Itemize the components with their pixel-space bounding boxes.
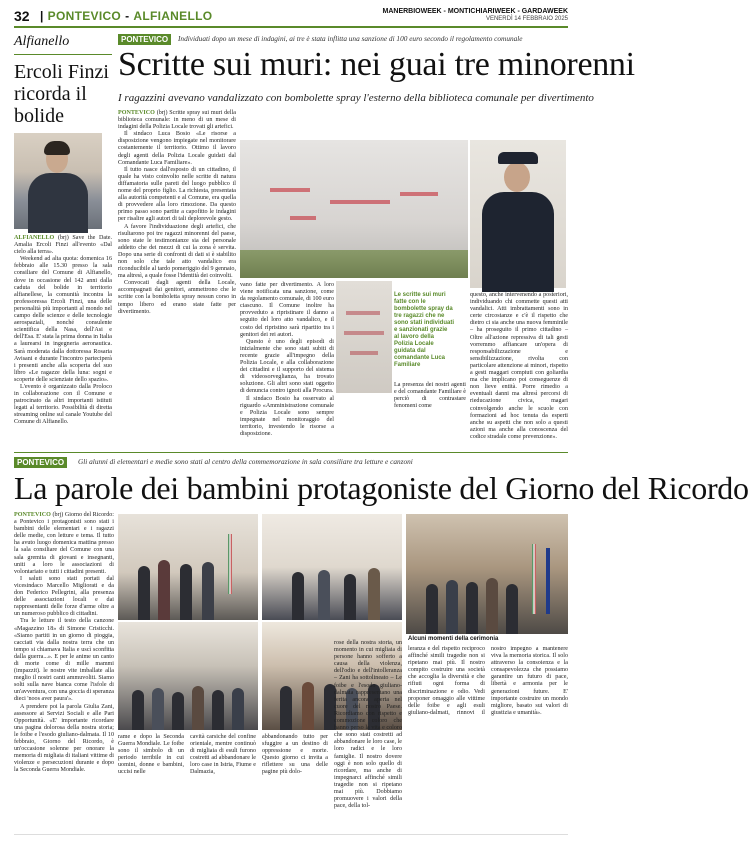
person-figure: [202, 562, 214, 620]
police-cap: [498, 152, 538, 164]
person-figure: [344, 574, 356, 620]
article-paragraph: A favore l'individuazione degli artefici, che risultarono poi tre ragazzi minorenni del paese, sono state le testimonianze sia del personale addetto che dei mezzi di cui la zona è servita. Dopo una serie di confronti di dati si è stabilito non solo che tale atto vandalico era riconducibile al tardo pomeriggio del 9 gennaio, ma altresì, a quale fosse l'identità dei coinvolti.: [118, 223, 236, 280]
article-paragraph: [118, 110, 236, 131]
page-header: [14, 8, 568, 32]
article1-column-3: [394, 382, 466, 410]
person-figure: [368, 568, 380, 620]
header-rule: [14, 26, 568, 28]
graffiti-mark: [330, 200, 390, 204]
sidebar-title: Ercoli Finzi ricorda il bolide: [14, 61, 109, 127]
article2-column-6: [408, 646, 568, 717]
person-figure: [486, 578, 498, 634]
article-paragraph: A prendere poi la parola Giulia Zani, assessore ai Servizi Sociali e alle Pari Opportunità. «E' importante ricordare una pagina dolorosa della nostra storia; le foibe e l'esodo giuliano-dalmata. Il 10 febbraio, Giorno del Ricordo, è un'occasione solenne per onorare la memoria di migliaia di italiani vittime di violenze e persecuzioni durante e dopo la Seconda Guerra Mondiale.: [14, 703, 114, 774]
graffiti-mark: [400, 192, 438, 196]
article1-headline: Scritte sui muri: nei guai tre minorenni: [118, 46, 635, 83]
article-paragraph: rose della nostra storia, un momento in cui migliaia di persone hanno sofferto a causa della violenza, dell'odio e dell'intolleranza – Zani ha sottolineato – Le foibe e l'esodo giuliano-dalmata rappresentano una ferita ancora aperta nel cuore del nostro Paese. Ricordiamo con rispetto e commozione coloro che hanno perso la vita e coloro che sono stati costretti ad abbandonare le loro case, le loro radici e le loro famiglie. Il nostro dovere oggi è non solo quello di ricordare, ma anche di impegnarci affinché simili tragedie non si ripetano mai più. Dobbiamo promuovere i valori della pace, della tol-: [334, 640, 402, 810]
graffiti-wall-photo: [240, 140, 468, 278]
ceremony-photo-2: [262, 514, 402, 620]
graffiti-mark: [270, 188, 310, 192]
issue-date: VENERDÌ 14 FEBBRAIO 2025: [485, 16, 568, 22]
article-paragraph: Il sindaco Bosio ha osservato al riguardo «Amministrazione comunale e Polizia Locale sono sempre impegnate nel monitoraggio del territorio, investendo le risorse a disposizione.: [240, 395, 334, 437]
flag: [532, 544, 536, 614]
article-paragraph: Convocati dagli agenti della Locale, accompagnati dai genitori, ammettrono che le scritte con la bomboletta spray nessun corso in tempo libero ed erano state fatte per divertimento.: [118, 280, 236, 315]
article2-column-5: [334, 640, 402, 810]
person-figure: [152, 688, 164, 730]
byline-tag: (brj): [57, 235, 69, 241]
article1-subtitle: Individuati dopo un mese di indagini, ai tre è stata inflitta una sanzione di 100 euro secondo il regolamento comunale: [178, 34, 523, 43]
paragraph-text: Scritte spray sui muri della biblioteca comunale: in meno di un mese di indagini della Polizia Locale trovati gli artefici.: [118, 110, 236, 131]
person-figure: [172, 692, 184, 730]
article1-column-1: [118, 110, 236, 316]
flag: [228, 534, 232, 594]
article2-column-3: [190, 734, 256, 777]
section-name: PONTEVICO: [47, 9, 122, 23]
ceremony-photo-1: [118, 514, 258, 620]
article1-column-4: [470, 292, 568, 441]
article-paragraph: Il tutto nasce dall'esposto di un cittadino, il quale ha visto coinvolto nelle scritte di natura diffamatoria sulle pareti del luogo pubblico il nome del proprio figlio. La richiesta, presentata alla autorità competenti e al Comune, era quella di provvedere alla loro rimozione. Da questo primo passo sono partite a capofitto le indagini per risalire agli autori di tali deplorevole gesto.: [118, 166, 236, 223]
person-figure: [158, 560, 170, 620]
byline-tag: (brj): [156, 110, 168, 116]
person-figure: [302, 682, 314, 730]
article2-column-4: [262, 734, 328, 777]
person-figure: [280, 686, 292, 730]
face: [504, 162, 530, 192]
section-separator: -: [125, 9, 130, 23]
dateline: PONTEVICO: [14, 512, 51, 518]
sidebar-article: [14, 34, 112, 427]
graffiti-mark: [346, 311, 380, 315]
article-paragraph: I saluti sono stati portati dal vicesindaco Marcello Migliorati e da don Federico Pellegrini, alla presenza delle associazioni locali e dai rappresentanti delle forze d'arme oltre a un numeroso pubblico di cittadini.: [14, 575, 114, 618]
page-bottom-rule: [14, 834, 568, 835]
photo-caption: Alcuni momenti della cerimonia: [408, 636, 499, 642]
person-figure: [292, 572, 304, 620]
article2-kicker: PONTEVICO: [14, 457, 67, 468]
article-paragraph: questo, anche intervenendo a posteriori, individuando chi commette questi atti vandalici. Atti imbrattamenti sono in certe circostanze e c'è il rispetto che dietro ci sia anche una nuova femminile – ha proseguito il primo cittadino – Oltre all'azione repressiva di tali gesti vorremmo affiancare un'opera di responsabilizzazione e sensibilizzazione, rivolta con particolare attenzione ai minori, rispetto a gesti maggari compiuti con goliardia ma che implicano poi conseguenze di non lieve entità. Porre rimedio a eventuali danni ma altresì percorsi di rieducazione civica, magari coinvolgendo anche le scuole con formazioni ad hoc tenuta da esperti anche su aspetti che non solo a questi azioni ma anche alla conoscenza del codice stradale come prevenzione».: [470, 292, 568, 440]
flag: [546, 548, 550, 614]
person-figure: [192, 686, 204, 730]
ceremony-photo-3: [406, 514, 568, 634]
sidebar-body: [14, 235, 112, 427]
section-divider: |: [40, 9, 44, 23]
article-paragraph: cavità carsiche del confine orientale, mentre continuò di migliaia di esuli furono costretti ad abbandonare le loro case in Istria, Fiume e Dalmazia,: [190, 734, 256, 776]
article-paragraph: Il sindaco Luca Bosio «Le risorse a disposizione vengono impiegate nel monitorare costantemente il territorio. Ottimo il lavoro degli agenti della Polizia Locale guidati dal Comandante Luca Familiare».: [118, 131, 236, 166]
graffiti-mark: [350, 351, 378, 355]
article-paragraph: Questo è uno degli episodi di inizialmente che sono stati subiti di recente grazie all'impegno della Polizia Locale, e alla collaborazione dei cittadini e il supporto del sistema di videosorveglianza, ha trovato soluzione. Gli altri sono stati oggetto di denuncia contro ignoti alla Procura.: [240, 338, 334, 395]
article-paragraph: rame e dopo la Seconda Guerra Mondiale. Le foibe sono il simbolo di un periodo terribile in cui uomini, donne e bambini, uccisi nelle: [118, 734, 184, 776]
person-figure: [132, 690, 144, 730]
person-figure: [446, 580, 458, 634]
dateline: ALFIANELLO: [14, 235, 55, 241]
commander-photo: [470, 140, 566, 288]
article-paragraph: La presenza dei nostri agenti e del comandante Familiare è perciò di contrastare fenomeni come: [394, 382, 466, 410]
ceremony-photo-4: [118, 622, 258, 730]
person-figure: [138, 566, 150, 620]
byline-tag: (brj): [52, 512, 64, 518]
graffiti-detail-photo: [336, 281, 392, 393]
person-figure: [506, 584, 518, 634]
article2-subtitle: Gli alunni di elementari e medie sono stati al centro della commemorazione in sala consiliare tra letture e canzoni: [78, 457, 413, 466]
article-paragraph: abbandonando tutto per sfuggire a un destino di oppressione e morte. Questo giorno ci invita a riflettere su una delle pagine più dolo-: [262, 734, 328, 776]
subsection-name: ALFIANELLO: [133, 9, 213, 23]
article-paragraph: vano fatte per divertimento. A loro viene notificata una sanzione, come da regolamento comunale, di 100 euro ciascuno. Il Comune inoltre ha provveduto a ripristinare il danno a seguito del loro atto vandalico, e il costo del ripristino sarà ripartito tra i genitori dei rei autori.: [240, 282, 334, 338]
portrait-hair: [44, 141, 70, 155]
graffiti-mark: [290, 216, 316, 220]
portrait-photo: [14, 133, 102, 229]
article2-headline: La parole dei bambini protagoniste del Giorno del Ricordo: [14, 470, 749, 506]
person-figure: [180, 564, 192, 620]
article1-kicker: PONTEVICO: [118, 34, 171, 45]
dateline: PONTEVICO: [118, 110, 155, 116]
section-label: [36, 9, 212, 23]
uniform: [482, 192, 554, 292]
sidebar-paragraph: L'evento è organizzato dalla Proloco in collaborazione con il Comune e patrocinato da altri importanti istituti legati al territorio. Possibilità di diretta streaming online sul canale Youtube del Comune di Alfianello.: [14, 383, 112, 426]
article1-column-2: [240, 282, 334, 438]
photo-caption: Le scritte sui muri fatte con le bombolette spray da tre ragazzi che ne sono stati individuati e sanzionati grazie al lavoro della Polizia Locale guidata dal comandante Luca Familiare: [394, 292, 455, 368]
person-figure: [232, 688, 244, 730]
sidebar-paragraph: Weekend ad alta quota: domenica 16 febbraio alle 15.30 presso la sala consiliare del Comune di Alfianello, dove in occasione del 142 anni dalla caduta del bolide in territorio alfianellese, la comunità incontra la professoressa Ercoli Finzi, una delle personalità più importanti al mondo nel campo delle scienze e delle tecnologie aerospaziali, nonché consulente scientifica della Nasa, dell'Asi e dell'Esa. E' stata la prima donna in Italia a laurearsi in ingegneria aeronautica. Sarà moderata dalla dottoressa Rosaria Avisani e durante l'incontro parteciperà i presenti anche alla scoperta del suo libro «Le ragazze della luna: sogni e scoperte delle scienziate dello spazio».: [14, 256, 112, 383]
article-paragraph: Tra le letture il testo della canzone «Magazzino 18» di Simone Cristicchi. «Siamo partiti in un giorno di pioggia, cacciati via dalla nostra terra che un tempo si chiamava Italia e uscì sconfitta dalla guerra...». E per le anime un canto di morte come di mille mammi (impazzit). le nostre vite imballate alla meglio il nostri canti ammuvoliti. Siamo solti sulla nave bianca come l'isfole di un'avventura, con una goccia di speranza dieci 'noos aver paura'».: [14, 618, 114, 703]
article-paragraph: leranza e del rispetto reciproco affinché simili tragedie non si ripetano mai più. Il nostro compito costruire una società che accoglia la diversità e che rifiuti ogni forma di discriminazione e odio. Vedi proponer omaggio alle vittime delle foibe e agli esuli giuliano-dalmati, rinnovi il nostro impegno a mantenere viva la memoria storica. Il solo attraverso la consoienza e la consapevolezza che possiamo garantire un futuro di pace, libertà e armonia per le generazioni future. E' importante costruire un mondo migliore, basato sui valori di giustizia e umanità».: [408, 646, 568, 716]
article2-column-2: [118, 734, 184, 777]
paragraph-text: Giorno del Ricordo: a Pontevico i protagonisti sono stati i bambini delle elementari e i ragazzi delle medie, con letture e tema. Il tutto ha avuto luogo domenica mattina presso la sala consiliare del Comune con una sala gremita di giovani e insegnanti, uniti a loro le associazioni di volontariato e tutti i cittadini presenti.: [14, 512, 114, 575]
sidebar-kicker: Alfianello: [14, 34, 112, 55]
section-rule: [14, 452, 568, 453]
publication-brand: [383, 8, 569, 22]
person-figure: [426, 584, 438, 634]
person-figure: [318, 570, 330, 620]
graffiti-mark: [344, 331, 384, 335]
photo-ground: [240, 250, 468, 278]
person-figure: [212, 690, 224, 730]
page-number: 32: [14, 8, 30, 24]
article1-deck: I ragazzini avevano vandalizzato con bombolette spray l'esterno della biblioteca comunale per divertimento: [118, 92, 594, 104]
paragraph-text: Save the Date. Amalia Ercoli Finzi all'evento «Dal cielo alla terra».: [14, 235, 112, 256]
brand-name: MANERBIOWEEK - MONTICHIARIWEEK - GARDAWEEK: [382, 8, 568, 15]
portrait-body: [28, 173, 88, 233]
person-figure: [466, 582, 478, 634]
article-paragraph: [14, 512, 114, 576]
article2-column-1: [14, 512, 114, 774]
sidebar-paragraph: [14, 235, 112, 256]
